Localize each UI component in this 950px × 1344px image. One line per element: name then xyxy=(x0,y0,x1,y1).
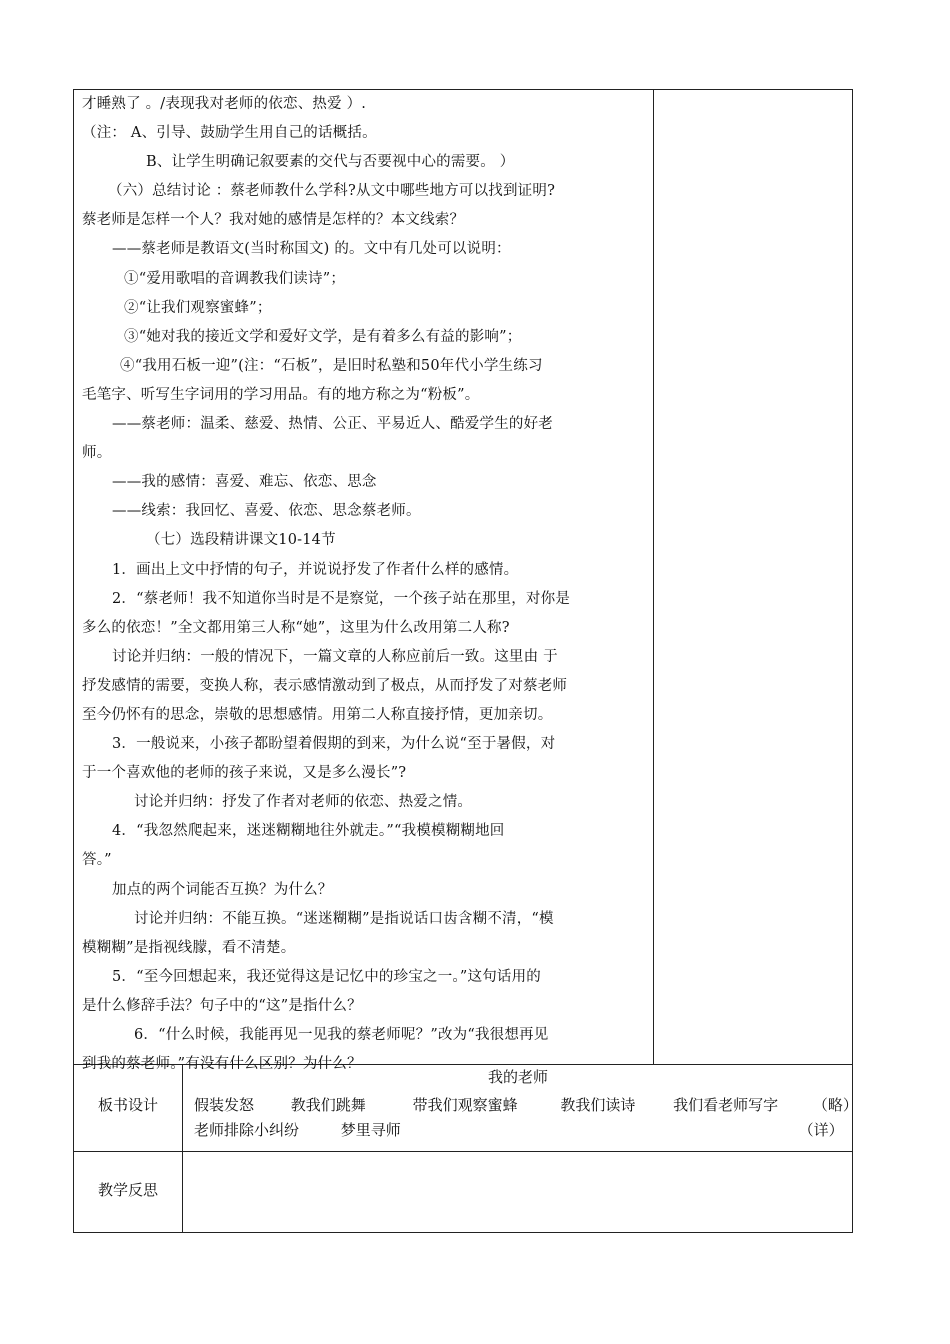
text-line: 5．“至今回想起来，我还觉得这是记忆中的珍宝之一。”这句话用的 xyxy=(112,968,541,985)
board-design-label: 板书设计 xyxy=(97,1096,158,1114)
board-item: 我们看老师写字 xyxy=(673,1096,779,1114)
text-line: 于一个喜欢他的老师的孩子来说，又是多么漫长”? xyxy=(82,765,407,782)
board-item: 假装发怒 xyxy=(194,1096,255,1114)
text-line: 到我的蔡老师。”有没有什么区别？为什么？ xyxy=(82,1056,362,1073)
board-item: 教我们跳舞 xyxy=(290,1096,366,1114)
text-line: 4．“我忽然爬起来，迷迷糊糊地往外就走。”“我模模糊糊地回 xyxy=(112,823,505,840)
text-line: ④“我用石板一迎”(注：“石板”，是旧时私塾和50年代小学生练习 xyxy=(120,357,543,374)
label-column-divider xyxy=(182,1064,183,1233)
text-line: 1．画出上文中抒情的句子，并说说抒发了作者什么样的感情。 xyxy=(112,561,519,578)
text-line: 讨论并归纳：抒发了作者对老师的依恋、热爱之情。 xyxy=(134,794,473,811)
text-line: 3．一般说来，小孩子都盼望着假期的到来，为什么说“至于暑假，对 xyxy=(112,736,556,753)
text-line: 蔡老师是怎样一个人？我对她的感情是怎样的？本文线索？ xyxy=(82,212,465,229)
text-line: B、让学生明确记叙要素的交代与否要视中心的需要。 ） xyxy=(146,154,515,171)
text-line: 才睡熟了 。/表现我对老师的依恋、热爱 ）. xyxy=(82,96,367,112)
text-line: 师。 xyxy=(82,445,112,462)
text-line: 至今仍怀有的思念，崇敬的思想感情。用第二人称直接抒情，更加亲切。 xyxy=(82,706,553,723)
text-line: 讨论并归纳：一般的情况下，一篇文章的人称应前后一致。这里由 于 xyxy=(112,648,558,665)
text-line: 多么的依恋！”全文都用第三人称“她”，这里为什么改用第二人称? xyxy=(82,619,510,636)
lesson-plan-table xyxy=(73,89,858,1233)
text-line: 2．“蔡老师！我不知道你当时是不是察觉，一个孩子站在那里，对你是 xyxy=(112,590,571,607)
board-item: 带我们观察蜜蜂 xyxy=(412,1096,518,1114)
text-line: 毛笔字、听写生字词用的学习用品。有的地方称之为“粉板”。 xyxy=(82,386,480,403)
text-line: ——我的感情：喜爱、难忘、依恋、思念 xyxy=(112,474,377,491)
text-line: ——线索：我回忆、喜爱、依恋、思念蔡老师。 xyxy=(112,503,421,520)
section-heading: （六）总结讨论 ：蔡老师教什么学科?从文中哪些地方可以找到证明? xyxy=(108,183,556,200)
teaching-reflection-label: 教学反思 xyxy=(97,1181,158,1199)
lesson-content xyxy=(82,90,647,1079)
board-item: （详） xyxy=(798,1121,844,1139)
board-item: 教我们读诗 xyxy=(560,1096,636,1114)
board-row xyxy=(194,1119,844,1140)
text-line: ——蔡老师：温柔、慈爱、热情、公正、平易近人、酷爱学生的好老 xyxy=(112,416,553,433)
text-line: （注： A、引导、鼓励学生用自己的话概括。 xyxy=(82,125,377,142)
row-divider xyxy=(74,1151,852,1152)
section-heading: （七）选段精讲课文10-14节 xyxy=(146,532,336,549)
text-line: 模糊糊”是指视线朦，看不清楚。 xyxy=(82,939,296,956)
board-design-content xyxy=(184,1064,858,1151)
board-item: 梦里寻师 xyxy=(340,1121,401,1139)
board-row xyxy=(194,1094,858,1115)
text-line: 讨论并归纳：不能互换。“迷迷糊糊”是指说话口齿含糊不清，“模 xyxy=(134,910,554,927)
board-item: 老师排除小纠纷 xyxy=(194,1121,300,1139)
text-line: ②“让我们观察蜜蜂”； xyxy=(124,299,272,316)
text-line: 是什么修辞手法？句子中的“这”是指什么？ xyxy=(82,997,362,1014)
text-line: 加点的两个词能否互换？为什么？ xyxy=(112,881,333,898)
text-line: 答。” xyxy=(82,852,112,869)
text-line: ①“爱用歌唱的音调教我们读诗”； xyxy=(124,270,346,287)
text-line: 抒发感情的需要，变换人称，表示感情激动到了极点，从而抒发了对蔡老师 xyxy=(82,677,568,694)
board-title: 我的老师 xyxy=(487,1068,548,1086)
text-line: ③“她对我的接近文学和爱好文学，是有着多么有益的影响”； xyxy=(124,328,522,345)
text-line: ——蔡老师是教语文(当时称国文) 的。文中有几处可以说明： xyxy=(112,241,511,258)
text-line: 6．“什么时候，我能再见一见我的蔡老师呢？”改为“我很想再见 xyxy=(134,1027,549,1043)
board-item: （略） xyxy=(812,1096,858,1114)
notes-column-divider xyxy=(653,90,654,1064)
